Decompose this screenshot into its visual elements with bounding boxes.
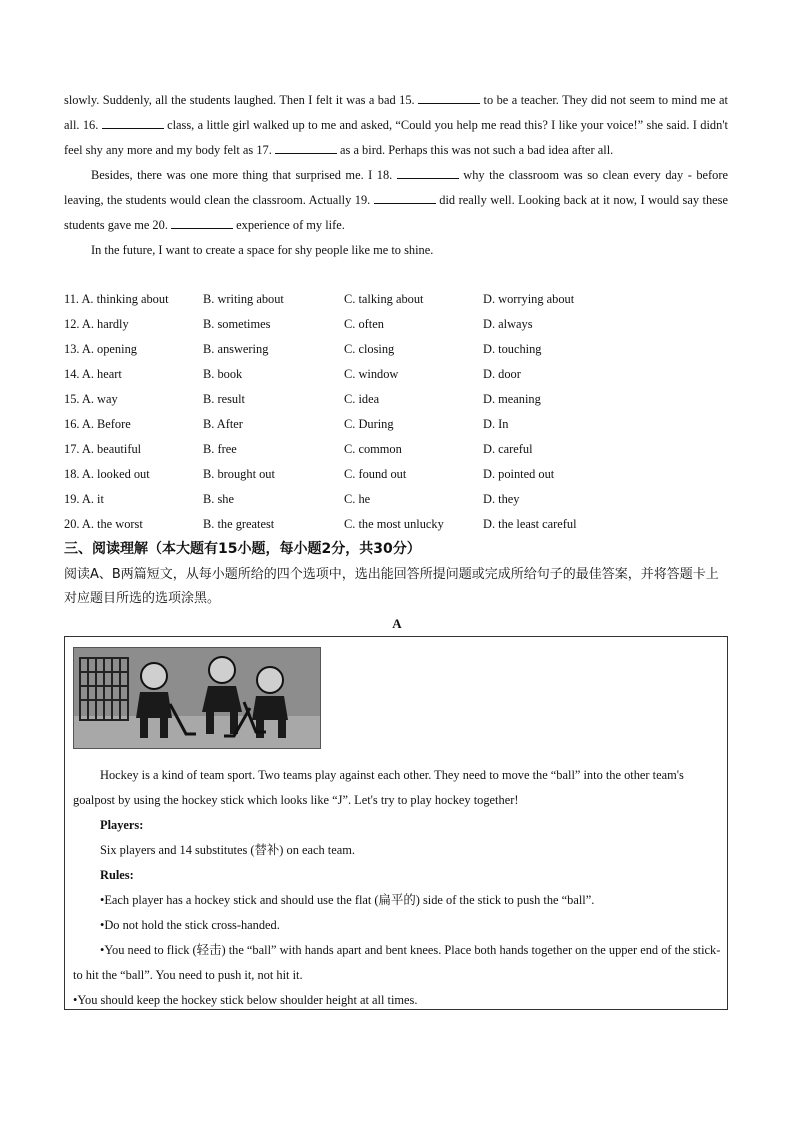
option-c: C. idea — [344, 392, 380, 406]
option-b: B. After — [203, 417, 243, 431]
option-d: D. always — [483, 317, 533, 331]
option-row — [64, 337, 728, 362]
option-row — [64, 362, 728, 387]
passage-text: why the classroom was so clean every day - before leaving, the students would clean the classroom. Actually 19. — [64, 168, 728, 207]
option-b: B. result — [203, 392, 245, 406]
option-b: B. brought out — [203, 467, 275, 481]
option-a: 13. A. opening — [64, 342, 137, 356]
option-c: C. talking about — [344, 292, 424, 306]
blank-18 — [397, 166, 459, 179]
option-d: D. the least careful — [483, 517, 577, 531]
option-a: 19. A. it — [64, 492, 104, 506]
passage-text: did really well. Looking back at it now, I would say these students gave me 20. — [64, 193, 728, 232]
option-c: C. closing — [344, 342, 395, 356]
passage-text: slowly. Suddenly, all the students laughed. Then I felt it was a bad 15. — [64, 93, 419, 107]
option-c: C. the most unlucky — [344, 517, 444, 531]
option-b: B. answering — [203, 342, 269, 356]
rule-item: •Do not hold the stick cross-handed. — [100, 918, 280, 932]
option-d: D. meaning — [483, 392, 541, 406]
hockey-players-image — [73, 647, 321, 749]
passage-text: to be a teacher. They did not seem to mind me at all. 16. — [64, 93, 729, 132]
rule-item: •Each player has a hockey stick and should use the flat (扁平的) side of the stick to push the “ball”. — [100, 893, 595, 907]
option-a: 16. A. Before — [64, 417, 131, 431]
section-instruction: 阅读A、B两篇短文，从每小题所给的四个选项中，选出能回答所提问题或完成所给句子的最佳答案，并将答题卡上对应题目所选的选项涂黑。 — [64, 567, 719, 606]
option-d: D. careful — [483, 442, 533, 456]
option-c: C. window — [344, 367, 399, 381]
option-row — [64, 387, 728, 412]
passage-label: A — [392, 616, 402, 631]
option-b: B. writing about — [203, 292, 284, 306]
option-a: 14. A. heart — [64, 367, 122, 381]
option-c: C. often — [344, 317, 384, 331]
blank-19 — [374, 191, 436, 204]
option-a: 12. A. hardly — [64, 317, 129, 331]
answer-options — [64, 287, 728, 537]
option-c: C. he — [344, 492, 371, 506]
blank-17 — [275, 141, 337, 154]
reading-passage-box — [64, 636, 728, 1010]
passage-text: as a bird. Perhaps this was not such a bad idea after all. — [336, 143, 614, 157]
blank-15 — [418, 91, 480, 104]
option-b: B. the greatest — [203, 517, 275, 531]
option-row — [64, 287, 728, 312]
blank-16 — [102, 116, 164, 129]
option-d: D. touching — [483, 342, 542, 356]
option-d: D. In — [483, 417, 509, 431]
hockey-illustration — [74, 648, 320, 748]
option-d: D. door — [483, 367, 521, 381]
option-b: B. sometimes — [203, 317, 271, 331]
passage-text: class, a little girl walked up to me and asked, “Could you help me read this? I like your voice!” she said. I didn't feel shy any more and my body felt as 17. — [64, 118, 728, 157]
intro-paragraph: Hockey is a kind of team sport. Two teams play against each other. They need to move the “ball” into the other team's goalpost by using the hockey stick which looks like “J”. Let's try to play hockey together! — [73, 768, 684, 807]
rule-item: •You need to flick (轻击) the “ball” with hands apart and bent knees. Place both hands together on the upper end of the stick-to hit the “ball”. You need to push it, not hit it. — [73, 943, 721, 982]
option-c: C. found out — [344, 467, 407, 481]
option-a: 17. A. beautiful — [64, 442, 142, 456]
option-b: B. free — [203, 442, 237, 456]
blank-20 — [171, 216, 233, 229]
section-heading: 三、阅读理解（本大题有15小题，每小题2分，共30分） — [64, 541, 421, 557]
option-row — [64, 512, 728, 537]
passage-text: Besides, there was one more thing that surprised me. I 18. — [91, 168, 397, 182]
cloze-passage — [64, 88, 728, 263]
option-d: D. worrying about — [483, 292, 575, 306]
players-text: Six players and 14 substitutes (替补) on each team. — [100, 843, 355, 857]
option-a: 11. A. thinking about — [64, 292, 169, 306]
rules-heading: Rules: — [100, 868, 134, 882]
players-heading: Players: — [100, 818, 144, 832]
option-b: B. she — [203, 492, 234, 506]
option-a: 20. A. the worst — [64, 517, 143, 531]
option-d: D. pointed out — [483, 467, 555, 481]
option-a: 18. A. looked out — [64, 467, 150, 481]
passage-a-text — [73, 763, 721, 1013]
passage-paragraph-1 — [64, 88, 728, 163]
passage-paragraph-2 — [64, 163, 728, 238]
option-row — [64, 437, 728, 462]
option-b: B. book — [203, 367, 243, 381]
passage-paragraph-3: In the future, I want to create a space for shy people like me to shine. — [91, 243, 434, 257]
option-c: C. During — [344, 417, 394, 431]
option-row — [64, 487, 728, 512]
option-d: D. they — [483, 492, 520, 506]
option-row — [64, 312, 728, 337]
passage-text: experience of my life. — [233, 218, 345, 232]
option-a: 15. A. way — [64, 392, 118, 406]
option-c: C. common — [344, 442, 402, 456]
rule-item: •You should keep the hockey stick below shoulder height at all times. — [73, 993, 418, 1007]
option-row — [64, 412, 728, 437]
option-row — [64, 462, 728, 487]
